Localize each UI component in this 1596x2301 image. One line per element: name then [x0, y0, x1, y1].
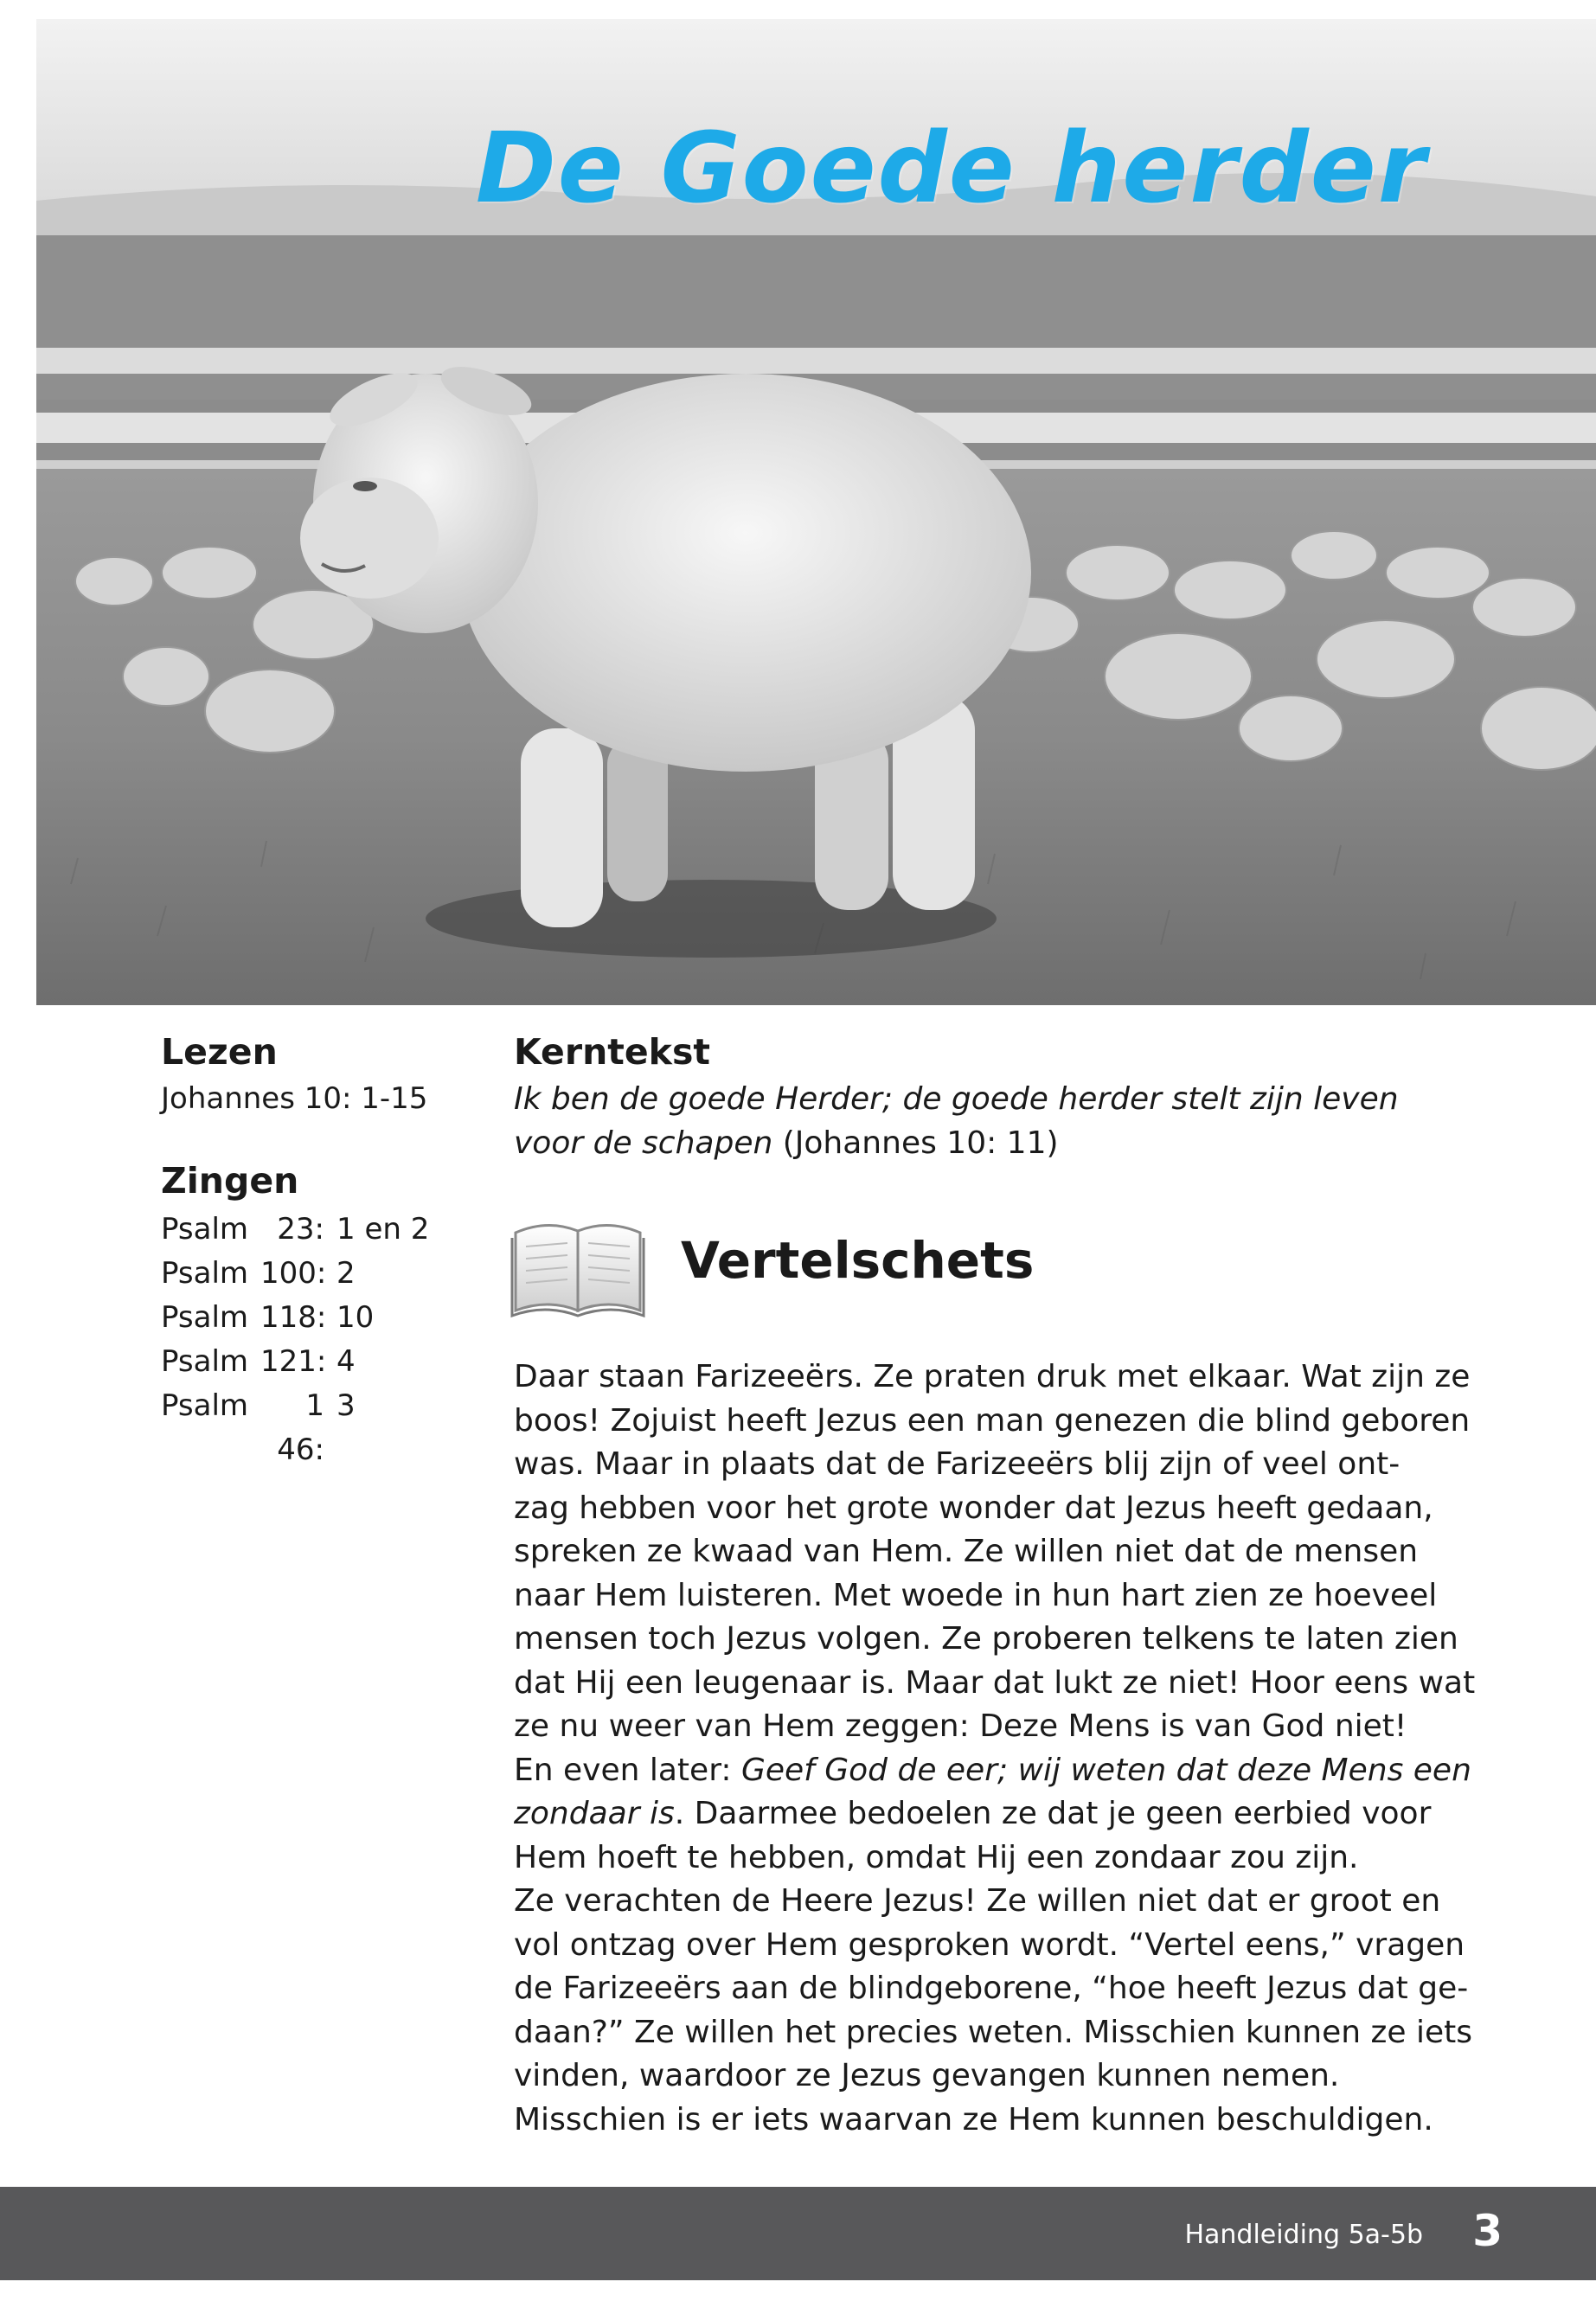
psalm-label: Psalm — [161, 1300, 249, 1336]
psalm-verses: 10 — [337, 1300, 375, 1336]
story-line: dat Hij een leugenaar is. Maar dat lukt ze niet! Hoor eens wat — [514, 1664, 1476, 1701]
story-line: boos! Zojuist heeft Jezus een man genezen die blind geboren — [514, 1402, 1471, 1439]
story-quote: zondaar is — [514, 1796, 675, 1832]
list-item — [161, 1252, 472, 1296]
story-line: ze nu weer van Hem zeggen: Deze Mens is van God niet! — [514, 1708, 1407, 1745]
kerntekst-reference: (Johannes 10: 11) — [772, 1125, 1059, 1162]
psalm-label: Psalm — [161, 1212, 249, 1247]
page-title: De Goede herder — [475, 112, 1427, 225]
list-item — [161, 1340, 472, 1384]
lezen-reference: Johannes 10: 1-15 — [161, 1081, 428, 1117]
kerntekst-heading: Kerntekst — [514, 1031, 710, 1073]
story-line-start: En even later: — [514, 1752, 741, 1788]
footer-bar — [0, 2187, 1596, 2280]
header-photo — [36, 19, 1596, 1005]
story-line: Misschien is er iets waarvan ze Hem kunnen beschuldigen. — [514, 2101, 1433, 2138]
story-line: mensen toch Jezus volgen. Ze proberen telkens te laten zien — [514, 1621, 1458, 1657]
footer-label: Handleiding 5a-5b — [1184, 2220, 1423, 2250]
psalm-number: 121: — [260, 1344, 327, 1380]
psalm-number: 118: — [260, 1300, 327, 1336]
left-column — [161, 1031, 472, 1472]
psalm-number: 100: — [260, 1256, 327, 1292]
psalm-number: 23: — [277, 1212, 324, 1247]
story-line — [514, 1792, 1474, 1836]
story-line: was. Maar in plaats dat de Farizeeërs blij zijn of veel ont- — [514, 1446, 1401, 1483]
psalm-verses: 4 — [337, 1344, 356, 1380]
psalm-list — [161, 1208, 472, 1472]
story-line: Hem hoeft te hebben, omdat Hij een zondaar zou zijn. — [514, 1839, 1359, 1875]
open-book-icon — [509, 1208, 647, 1321]
story-line: daan?” Ze willen het precies weten. Misschien kunnen ze iets — [514, 2014, 1473, 2050]
story-line: Ze verachten de Heere Jezus! Ze willen niet dat er groot en — [514, 1883, 1441, 1920]
psalm-verses: 1 en 2 — [337, 1212, 430, 1247]
lezen-heading: Lezen — [161, 1031, 278, 1073]
list-item — [161, 1208, 472, 1252]
story-line: naar Hem luisteren. Met woede in hun hart zien ze hoeveel — [514, 1577, 1438, 1613]
kerntekst-line-1: Ik ben de goede Herder; de goede herder stelt zijn leven — [514, 1081, 1399, 1118]
psalm-label: Psalm — [161, 1256, 249, 1292]
zingen-heading: Zingen — [161, 1160, 299, 1202]
story-line: Daar staan Farizeeërs. Ze praten druk met elkaar. Wat zijn ze — [514, 1359, 1471, 1395]
kerntekst-line-2-italic: voor de schapen — [514, 1125, 773, 1162]
psalm-verses: 3 — [337, 1388, 356, 1424]
story-line: zag hebben voor het grote wonder dat Jezus heeft gedaan, — [514, 1490, 1433, 1526]
kerntekst-body — [514, 1077, 1474, 1165]
psalm-number: 1 46: — [277, 1388, 324, 1468]
story-line: vol ontzag over Hem gesproken wordt. “Vertel eens,” vragen — [514, 1926, 1465, 1963]
story-line — [514, 1749, 1474, 1793]
story-line: vinden, waardoor ze Jezus gevangen kunnen nemen. — [514, 2058, 1340, 2094]
list-item — [161, 1384, 472, 1472]
story-line: spreken ze kwaad van Hem. Ze willen niet dat de mensen — [514, 1534, 1419, 1570]
vertelschets-header — [514, 1208, 1474, 1338]
psalm-verses: 2 — [337, 1256, 356, 1292]
vertelschets-heading: Vertelschets — [681, 1231, 1035, 1291]
vertelschets-body — [514, 1356, 1474, 2142]
page-number: 3 — [1472, 2206, 1503, 2256]
list-item — [161, 1296, 472, 1340]
psalm-label: Psalm — [161, 1344, 249, 1380]
story-quote: Geef God de eer; wij weten dat deze Mens een — [740, 1752, 1471, 1788]
right-column — [514, 1031, 1474, 2142]
psalm-label: Psalm — [161, 1388, 249, 1424]
story-line-rest: . Daarmee bedoelen ze dat je geen eerbied voor — [674, 1796, 1432, 1832]
story-line: de Farizeeërs aan de blindgeborene, “hoe heeft Jezus dat ge- — [514, 1971, 1469, 2007]
